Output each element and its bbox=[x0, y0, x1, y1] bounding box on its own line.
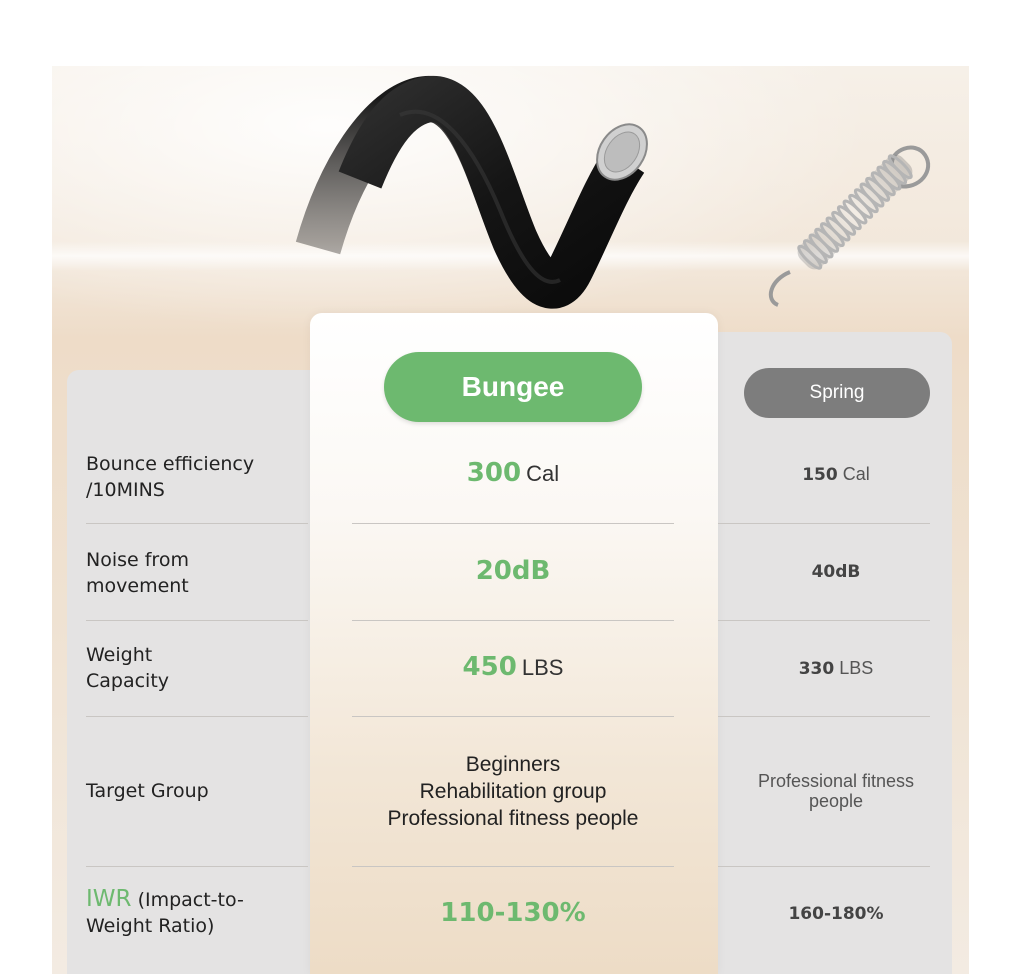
row-divider bbox=[86, 866, 308, 867]
row-label-bounce-efficiency bbox=[86, 451, 306, 503]
row-label-target-group bbox=[86, 778, 306, 804]
row-label-noise bbox=[86, 547, 306, 599]
bungee-bounce-value bbox=[352, 458, 674, 488]
spring-iwr-number: 160-180% bbox=[788, 904, 884, 924]
row-divider bbox=[352, 620, 674, 621]
bungee-weight-unit: LBS bbox=[521, 655, 564, 680]
bungee-target-group bbox=[352, 751, 674, 832]
spring-header: Spring bbox=[744, 368, 930, 418]
spring-bounce-unit: Cal bbox=[842, 464, 870, 484]
row-divider bbox=[352, 716, 674, 717]
row-divider bbox=[86, 620, 308, 621]
spring-target-line: Professional fitness bbox=[757, 771, 915, 791]
spring-weight-unit: LBS bbox=[839, 658, 874, 678]
spring-bounce-value bbox=[718, 464, 954, 485]
bungee-iwr-value bbox=[352, 898, 674, 928]
row-divider bbox=[352, 866, 674, 867]
iwr-label-rest: (Impact-to- bbox=[137, 889, 244, 911]
row-divider bbox=[86, 716, 308, 717]
bungee-bounce-unit: Cal bbox=[526, 461, 560, 486]
bungee-weight-value bbox=[352, 652, 674, 682]
spring-image bbox=[771, 140, 930, 305]
row-label-line: Target Group bbox=[86, 780, 209, 802]
row-divider bbox=[718, 523, 930, 524]
iwr-highlight: IWR bbox=[86, 886, 132, 912]
row-label-line: Capacity bbox=[86, 670, 170, 692]
spring-weight-value bbox=[718, 658, 954, 679]
row-label-line: Noise from bbox=[86, 549, 189, 571]
spring-target-group bbox=[718, 771, 954, 811]
row-divider bbox=[352, 523, 674, 524]
row-label-line: Weight bbox=[86, 644, 153, 666]
bungee-target-line: Beginners bbox=[465, 753, 561, 776]
row-label-line: movement bbox=[86, 575, 189, 597]
row-label-line: Bounce efficiency bbox=[86, 453, 255, 475]
spring-bounce-number: 150 bbox=[802, 465, 838, 485]
bungee-cord-image bbox=[318, 99, 657, 286]
bungee-noise-value bbox=[352, 556, 674, 586]
row-divider bbox=[718, 716, 930, 717]
bungee-iwr-number: 110-130% bbox=[440, 898, 586, 928]
row-label-line: /10MINS bbox=[86, 479, 165, 501]
row-divider bbox=[718, 620, 930, 621]
spring-noise-number: 40dB bbox=[811, 562, 861, 582]
spring-iwr-value bbox=[718, 904, 954, 924]
row-divider bbox=[86, 523, 308, 524]
spring-weight-number: 330 bbox=[798, 659, 835, 679]
bungee-target-line: Rehabilitation group bbox=[419, 780, 607, 803]
spring-target-line: people bbox=[808, 791, 864, 811]
row-label-weight-capacity bbox=[86, 642, 306, 694]
bungee-bounce-number: 300 bbox=[466, 458, 522, 488]
row-label-iwr bbox=[86, 886, 306, 939]
bungee-weight-number: 450 bbox=[462, 652, 517, 682]
bungee-noise-number: 20dB bbox=[475, 556, 551, 586]
row-label-line: Weight Ratio) bbox=[86, 915, 215, 937]
row-label-line bbox=[86, 886, 306, 913]
bungee-target-line: Professional fitness people bbox=[387, 807, 639, 830]
spring-noise-value bbox=[718, 562, 954, 582]
row-divider bbox=[718, 866, 930, 867]
bungee-header: Bungee bbox=[384, 352, 642, 422]
